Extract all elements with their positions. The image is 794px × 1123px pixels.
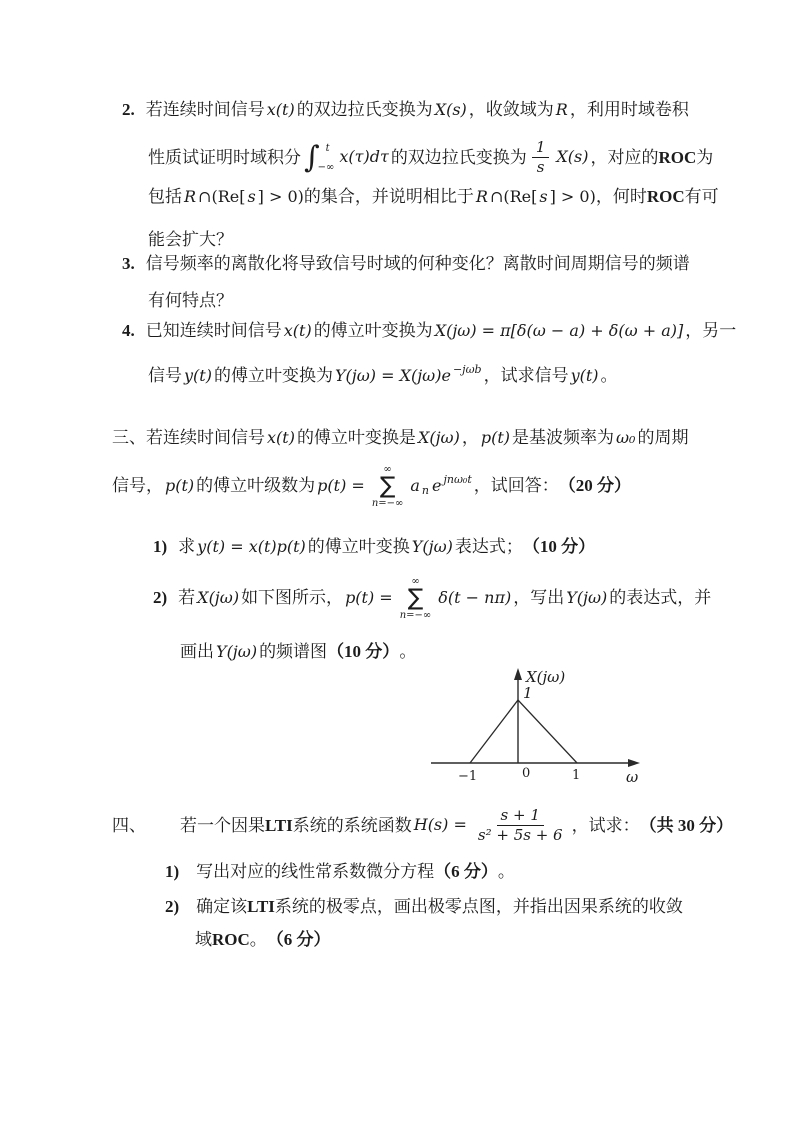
text-run: 的双边拉氏变换为 (390, 147, 527, 167)
text-run: 。 (399, 642, 417, 661)
text-run: ∩ (489, 186, 504, 206)
text-run: p(t) (165, 476, 195, 496)
text-run: X(jω) (197, 588, 240, 608)
text-run: 域 (195, 930, 212, 949)
text-run: ，另一 (685, 321, 737, 340)
summation-lower-limit: n=−∞ (371, 498, 404, 509)
text-run: 的傅立叶变换是 (296, 428, 416, 447)
text-run: Y(jω) (411, 536, 453, 556)
text-run: X(jω) = π[δ(ω − a) + δ(ω + a)] (434, 320, 684, 340)
question-2-line-2 (148, 139, 713, 177)
text-run: 若连续时间信号 (145, 100, 265, 119)
text-run: δ(t − nπ) (438, 588, 512, 608)
text-run: X(s) (556, 147, 589, 167)
spectrum-figure (425, 660, 655, 790)
question-4-line-2 (148, 362, 618, 387)
text-run: 信号， (112, 476, 163, 496)
text-run: ，试求： (571, 815, 640, 835)
text-run: X(s) (434, 99, 467, 119)
text-run: 系统的系统函数 (292, 815, 412, 835)
text-run: p(t) = (317, 476, 365, 496)
text-run: ，利用时域卷积 (569, 100, 689, 119)
text-run: R (475, 186, 488, 206)
integral-upper-limit: t (325, 142, 330, 154)
text-run: 有何特点？ (148, 291, 233, 310)
text-run: 。 (600, 366, 618, 385)
text-run: （10 分） (327, 642, 400, 661)
summation-sign-icon: ∑ (407, 585, 424, 611)
text-run: ] > 0) (549, 186, 596, 206)
figure-peak-label: 1 (523, 684, 533, 702)
question-2-line-3 (148, 186, 719, 208)
summation (400, 576, 432, 621)
text-run: x(t) (266, 99, 295, 119)
text-run: （共 30 分） (639, 815, 734, 835)
text-run: 是基波频率为 (511, 428, 614, 447)
section-3-item-2-line-1 (153, 576, 711, 621)
figure-x-axis-label: ω (626, 768, 639, 786)
subscript: n (421, 484, 429, 498)
fraction-denominator: s (536, 158, 545, 177)
text-run: R (184, 186, 197, 206)
text-run: 确定该 (196, 897, 248, 916)
text-run: 4. (122, 321, 135, 340)
text-run: x(τ)dτ (339, 147, 389, 167)
section-3-heading-line-1 (112, 427, 688, 449)
text-run: e (431, 476, 442, 496)
section-3-item-1 (153, 536, 595, 558)
section-4-item-2-line-2 (195, 929, 331, 951)
text-run: y(t) = x(t)p(t) (197, 536, 306, 556)
text-run: 。 (497, 862, 515, 881)
text-run: 。 (249, 930, 267, 949)
text-run: 2) (153, 588, 168, 608)
text-run: x(t) (283, 320, 312, 340)
y-axis-arrow-icon (514, 668, 522, 680)
text-run: s (539, 186, 548, 206)
text-run: 能会扩大？ (148, 230, 233, 249)
figure-y-axis-label: X(jω) (526, 668, 566, 686)
text-run: 如下图所示， (241, 588, 344, 608)
text-run: 的表达式，并 (609, 588, 712, 608)
text-run: ，试求信号 (483, 366, 569, 385)
text-run: ROC (646, 187, 685, 206)
text-run: ，写出 (513, 588, 565, 608)
text-run: 的傅立叶变换 (307, 537, 410, 556)
text-run: ω₀ (615, 427, 636, 447)
text-run: 的双边拉氏变换为 (296, 100, 433, 119)
question-2-line-1 (122, 99, 689, 121)
text-run: 若 (178, 588, 196, 608)
text-run: 信号频率的离散化将导致信号时域的何种变化？离散时间周期信号的频谱 (145, 254, 690, 273)
text-run: 性质试证明时域积分 (148, 147, 301, 167)
text-run: 有可 (684, 187, 719, 206)
text-run: 四、 (112, 815, 146, 835)
figure-tick-minus-1: −1 (458, 769, 478, 784)
summation-sign-icon: ∑ (379, 473, 396, 499)
text-run: 若一个因果 (180, 815, 265, 835)
text-run: 信号 (148, 366, 182, 385)
text-run: 三、若连续时间信号 (112, 428, 265, 447)
summation (372, 464, 404, 509)
text-run: Y(jω) (566, 588, 608, 608)
text-run: ∩ (198, 186, 212, 206)
text-run: H(s) = (413, 815, 467, 835)
summation-upper-limit: ∞ (383, 464, 392, 475)
text-run: p(t) = (345, 588, 393, 608)
text-run: 的周期 (637, 428, 689, 447)
question-2-line-4 (148, 229, 233, 251)
fraction (474, 807, 567, 845)
text-run: 已知连续时间信号 (145, 321, 282, 340)
figure-tick-0: 0 (522, 766, 531, 781)
section-3-heading-line-2 (112, 464, 631, 509)
text-run: 2) (165, 897, 180, 916)
triangle-spectrum (470, 700, 577, 763)
text-run: p(t) (480, 427, 510, 447)
text-run: Y(jω) (216, 641, 258, 661)
text-run: ，试回答： (473, 476, 559, 496)
text-run: R (555, 99, 568, 119)
text-run: ROC (658, 147, 697, 167)
fraction-numerator: 1 (532, 139, 550, 158)
text-run: 的集合，并说明相比于 (303, 187, 474, 206)
text-run: ，何时 (595, 187, 647, 206)
text-run: （6 分） (266, 930, 331, 949)
section-4-item-1 (165, 861, 515, 883)
integral-lower-limit: −∞ (317, 161, 335, 173)
section-4-item-2-line-1 (165, 896, 683, 918)
text-run: （10 分） (522, 537, 596, 556)
text-run: 系统的极零点，画出极零点图，并指出因果系统的收敛 (274, 897, 683, 916)
integral (304, 139, 335, 175)
question-3-line-2 (148, 290, 233, 312)
text-run: 的傅立叶级数为 (196, 476, 316, 496)
text-run: 的频谱图 (259, 642, 328, 661)
text-run: 为 (696, 147, 714, 167)
section-3-item-2-line-2 (180, 641, 416, 663)
text-run: 包括 (148, 187, 182, 206)
text-run: 的傅立叶变换为 (313, 321, 433, 340)
text-run: （20 分） (558, 476, 631, 496)
text-run: 3. (122, 254, 135, 273)
text-run: ，收敛域为 (468, 100, 554, 119)
text-run: ，对应的 (590, 147, 659, 167)
text-run: (Re[ (211, 186, 246, 206)
text-run: 2. (122, 100, 135, 119)
summation-upper-limit: ∞ (411, 576, 420, 587)
text-run: a (410, 476, 420, 496)
section-4-heading (112, 807, 733, 845)
text-run: LTI (265, 815, 293, 835)
text-run: 写出对应的线性常系数微分方程 (196, 862, 435, 881)
text-run: (Re[ (503, 186, 538, 206)
x-axis-arrow-icon (628, 759, 640, 767)
text-run: 1) (165, 862, 180, 881)
text-run: x(t) (267, 427, 295, 447)
text-run: ] > 0) (257, 186, 304, 206)
text-run: 的傅立叶变换为 (213, 366, 333, 385)
question-3-line-1 (122, 253, 690, 275)
text-run: 求 (178, 537, 196, 556)
text-run: 表达式； (454, 537, 523, 556)
text-run: y(t) (570, 365, 599, 385)
summation-lower-limit: n=−∞ (399, 610, 432, 621)
text-run: Y(jω) = X(jω)e (334, 365, 451, 385)
fraction-numerator: s + 1 (497, 807, 544, 826)
text-run: s (247, 186, 256, 206)
text-run: LTI (247, 897, 275, 916)
text-run: （6 分） (434, 862, 498, 881)
text-run: y(t) (184, 365, 212, 385)
fraction (532, 139, 550, 177)
superscript: jnω₀t (443, 473, 472, 487)
superscript: −jωb (452, 362, 482, 376)
fraction-denominator: s² + 5s + 6 (477, 826, 563, 845)
question-4-line-1 (122, 320, 736, 342)
text-run: ， (461, 428, 479, 447)
text-run: 1) (153, 537, 168, 556)
text-run: 画出 (180, 642, 214, 661)
text-run: ROC (212, 930, 250, 949)
figure-tick-1: 1 (572, 768, 581, 783)
integral-sign-icon: ∫ (304, 139, 320, 175)
text-run: X(jω) (417, 427, 460, 447)
